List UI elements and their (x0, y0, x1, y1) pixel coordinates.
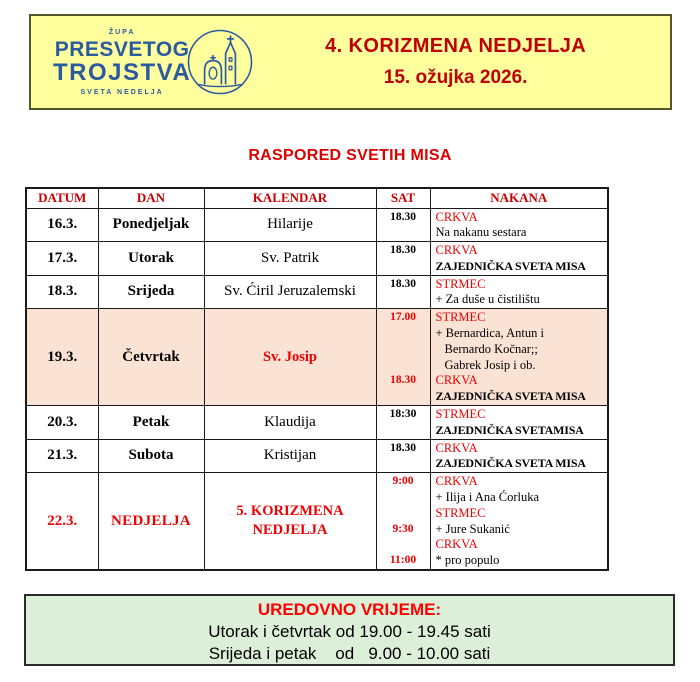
location-label: CRKVA (435, 373, 478, 388)
location-label: CRKVA (435, 474, 478, 489)
time-cell-inner (377, 242, 430, 275)
calendar-cell: Sv. Ćiril Jeruzalemski (204, 275, 376, 309)
col-header-dan: DAN (98, 188, 204, 208)
calendar-cell: Kristijan (204, 439, 376, 473)
time-cell-inner (377, 473, 430, 569)
time-cell (376, 275, 430, 309)
church-in-circle-icon (185, 27, 255, 97)
location-label: CRKVA (435, 243, 478, 258)
intention-line: + Bernardica, Antun i (435, 326, 544, 341)
logo-zupa-label: ŽUPA (108, 28, 136, 36)
mass-time: 18.30 (390, 374, 416, 387)
calendar-cell: Sv. Josip (204, 309, 376, 406)
mass-time: 18.30 (390, 244, 416, 257)
time-cell (376, 309, 430, 406)
logo-place-label: SVETA NEDELJA (80, 88, 164, 96)
intention-line: ZAJEDNIČKA SVETAMISA (435, 422, 584, 437)
intention-line: + Za duše u čistilištu (435, 292, 540, 307)
day-cell: Petak (98, 406, 204, 440)
office-hours-line-1: Utorak i četvrtak od 19.00 - 19.45 sati (208, 622, 491, 641)
office-hours-title: UREDOVNO VRIJEME: (257, 600, 442, 619)
intention-line: Bernardo Kočnar;; (444, 341, 538, 356)
intention-cell (430, 406, 608, 440)
location-label: STRMEC (435, 505, 486, 520)
page-title: RASPORED SVETIH MISA (248, 147, 452, 164)
intention-line: ZAJEDNIČKA SVETA MISA (435, 456, 586, 471)
mass-time: 18.30 (390, 441, 416, 454)
date-cell: 18.3. (26, 275, 98, 309)
mass-time: 9:30 (392, 522, 414, 535)
day-cell: NEDJELJA (98, 473, 204, 570)
day-cell: Srijeda (98, 275, 204, 309)
intention-cell (430, 439, 608, 473)
time-cell-inner (377, 309, 430, 405)
table-row (26, 309, 608, 406)
date-cell: 21.3. (26, 439, 98, 473)
parish-logo (53, 27, 255, 97)
date-cell: 16.3. (26, 208, 98, 242)
location-label: STRMEC (435, 310, 486, 325)
table-row (26, 208, 608, 242)
table-header-row (26, 188, 608, 208)
date-cell: 19.3. (26, 309, 98, 406)
parish-banner (29, 14, 672, 110)
day-cell: Ponedjeljak (98, 208, 204, 242)
sunday-date: 15. ožujka 2026. (383, 67, 528, 88)
time-cell (376, 242, 430, 276)
intention-cell (430, 208, 608, 242)
location-label: CRKVA (435, 537, 478, 552)
calendar-cell: 5. KORIZMENA NEDJELJA (204, 473, 376, 570)
time-cell-inner (377, 209, 430, 242)
day-cell: Četvrtak (98, 309, 204, 406)
intention-cell (430, 309, 608, 406)
calendar-cell: Hilarije (204, 208, 376, 242)
table-row (26, 439, 608, 473)
sunday-title: 4. KORIZMENA NEDJELJA (325, 35, 587, 57)
day-cell: Subota (98, 439, 204, 473)
mass-time: 9:00 (392, 475, 414, 488)
mass-time: 17.00 (390, 311, 416, 324)
time-cell-inner (377, 406, 430, 439)
col-header-kalendar: KALENDAR (204, 188, 376, 208)
table-row (26, 406, 608, 440)
intention-cell (430, 473, 608, 570)
intention-line: Na nakanu sestara (435, 225, 527, 240)
office-hours-line-2: Srijeda i petak od 9.00 - 10.00 sati (208, 644, 491, 663)
location-label: CRKVA (435, 209, 478, 224)
time-cell-inner (377, 276, 430, 309)
date-cell: 17.3. (26, 242, 98, 276)
intention-line: * pro populo (435, 553, 500, 568)
logo-name-line2: TROJSTVA (53, 58, 192, 86)
day-cell: Utorak (98, 242, 204, 276)
location-label: CRKVA (435, 440, 478, 455)
intention-line: + Ilija i Ana Ćorluka (435, 490, 540, 505)
time-cell (376, 439, 430, 473)
time-cell-inner (377, 440, 430, 473)
table-row (26, 275, 608, 309)
col-header-datum: DATUM (26, 188, 98, 208)
intention-line: ZAJEDNIČKA SVETA MISA (435, 258, 586, 273)
time-cell (376, 208, 430, 242)
col-header-sat: SAT (376, 188, 430, 208)
schedule-body (26, 208, 608, 570)
intention-cell (430, 275, 608, 309)
office-hours-box (24, 594, 675, 666)
time-cell (376, 406, 430, 440)
intention-line: Gabrek Josip i ob. (444, 357, 536, 372)
parish-logo-text (53, 29, 191, 96)
calendar-cell: Sv. Patrik (204, 242, 376, 276)
intention-cell (430, 242, 608, 276)
location-label: STRMEC (435, 407, 486, 422)
location-label: STRMEC (435, 276, 486, 291)
col-header-nakana: NAKANA (430, 188, 608, 208)
logo-name-line1: PRESVETOG (54, 37, 190, 61)
intention-line: ZAJEDNIČKA SVETA MISA (435, 389, 586, 404)
mass-time: 18.30 (390, 277, 416, 290)
date-cell: 20.3. (26, 406, 98, 440)
intention-line: + Jure Sukanić (435, 521, 510, 536)
date-cell: 22.3. (26, 473, 98, 570)
table-row (26, 473, 608, 570)
calendar-cell: Klaudija (204, 406, 376, 440)
mass-time: 11:00 (389, 554, 417, 567)
mass-time: 18.30 (390, 210, 416, 223)
table-row (26, 242, 608, 276)
mass-schedule-table (25, 187, 609, 571)
mass-time: 18:30 (389, 408, 417, 421)
banner-titles (255, 35, 670, 89)
time-cell (376, 473, 430, 570)
